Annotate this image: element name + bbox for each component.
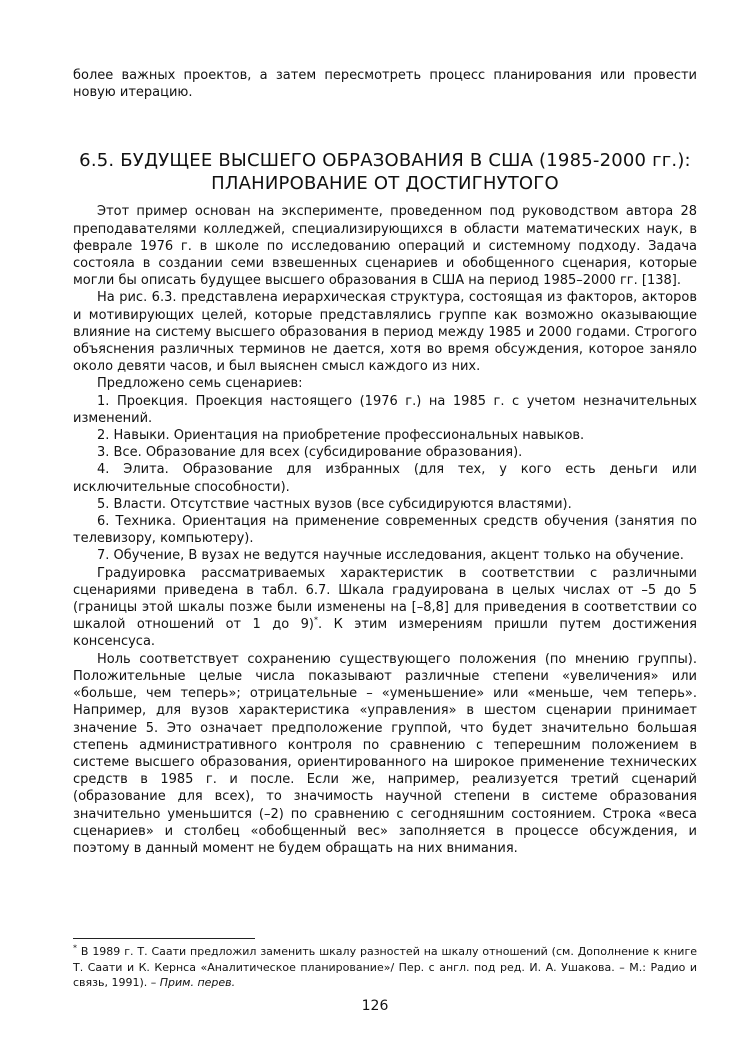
intro-paragraph: более важных проектов, а затем пересмотреть процесс планирования или провести новую итерацию.: [73, 68, 697, 101]
scenario-item-1: 1. Проекция. Проекция настоящего (1976 г.) на 1985 г. с учетом незначительных изменений.: [73, 393, 697, 426]
paragraph-scale: [73, 565, 697, 651]
footnote-reference: *: [314, 615, 318, 625]
page-body: [73, 67, 697, 857]
section-heading-line-2: ПЛАНИРОВАНИЕ ОТ ДОСТИГНУТОГО: [211, 173, 559, 195]
footnote-text: В 1989 г. Т. Саати предложил заменить шкалу разностей на шкалу отношений (см. Дополнение к книге Т. Саати и К. Кернса «Аналитическое планирование»/ Пер. с англ. под ред. И. А. Ушакова. – М.: Радио и связь, 1991). –: [73, 945, 697, 989]
scenario-item-2: 2. Навыки. Ориентация на приобретение профессиональных навыков.: [97, 428, 585, 444]
section-heading-line-1: 6.5. БУДУЩЕЕ ВЫСШЕГО ОБРАЗОВАНИЯ В США (1985-2000 гг.):: [79, 150, 691, 172]
paragraph-scenarios-intro: Предложено семь сценариев:: [97, 376, 303, 392]
footnote: [73, 944, 697, 991]
scenario-item-6: 6. Техника. Ориентация на применение современных средств обучения (занятия по телевизору, компьютеру).: [73, 514, 697, 547]
paragraph-scale-tail: . К этим измерениям пришли путем достижения консенсуса.: [73, 617, 697, 650]
page-number: 126: [361, 998, 389, 1014]
footnote-mark: *: [73, 943, 77, 953]
paragraph-zero-meaning: Ноль соответствует сохранению существующего положения (по мнению группы). Положительные целые числа показывают различные степени «увеличения» или «больше, чем теперь»; отрицательные – «уменьшение» или «меньше, чем теперь». Например, для вузов характеристика «управления» в шестом сценарии принимает значение 5. Это означает предположение группой, что будет значительно большая степень административного контроля по сравнению с теперешним положением в системе высшего образования, ориентированного на широкое применение технических средств в 1985 г. и после. Если же, например, реализуется третий сценарий (образование для всех), то значимость научной степени в системе образования значительно уменьшится (–2) по сравнению с сегодняшним состоянием. Строка «веса сценариев» и столбец «обобщенный вес» заполняется в процессе обсуждения, и поэтому в данный момент не будем обращать на них внимания.: [73, 651, 697, 856]
paragraph-experiment: Этот пример основан на эксперименте, проведенном под руководством автора 28 преподавателями колледжей, специализирующихся в области математических наук, в феврале 1976 г. в школе по исследованию операций и системному подходу. Задача состояла в создании семи взвешенных сценариев и обобщенного сценария, которые могли бы описать будущее высшего образования в США на период 1985–2000 гг. [138].: [73, 204, 697, 289]
paragraph-hierarchy: На рис. 6.3. представлена иерархическая структура, состоящая из факторов, акторов и мотивирующих целей, которые представлялись группе как возможно оказывающие влияние на систему высшего образования в период между 1985 и 2000 годами. Строгого объяснения различных терминов не дается, хотя во время обсуждения, которое заняло около девяти часов, и был выяснен смысл каждого из них.: [73, 290, 697, 375]
scenario-item-5: 5. Власти. Отсутствие частных вузов (все субсидируются властями).: [97, 496, 572, 512]
scenario-item-7: 7. Обучение, В вузах не ведутся научные исследования, акцент только на обучение.: [97, 548, 684, 564]
scenario-item-4: 4. Элита. Образование для избранных (для тех, у кого есть деньги или исключительные способности).: [73, 462, 697, 495]
section-heading: [73, 149, 697, 195]
scenario-item-3: 3. Все. Образование для всех (субсидирование образования).: [97, 445, 523, 461]
paragraph-scale-text: Градуировка рассматриваемых характеристик в соответствии с различными сценариями приведена в табл. 6.7. Шкала градуирована в целых числах от –5 до 5 (границы этой шкалы позже были изменены на [–8,8] для приведения в соответствии со шкалой отношений от 1 до 9): [73, 565, 697, 633]
footnote-translator-note: Прим. перев.: [159, 976, 236, 989]
footnote-divider: [73, 938, 255, 939]
